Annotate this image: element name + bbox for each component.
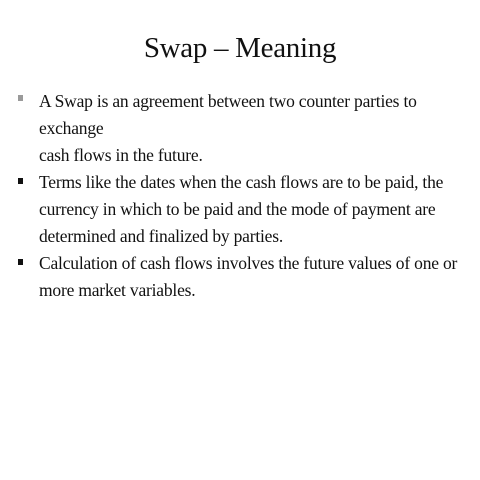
bullet-line: A Swap is an agreement between two counter parties to exchange: [39, 91, 417, 138]
bullet-square-icon: [18, 178, 23, 184]
bullet-line: determined and finalized by parties.: [39, 226, 284, 246]
bullet-text: [18, 169, 466, 250]
bullet-line: cash flows in the future.: [39, 145, 203, 165]
bullet-line: Terms like the dates when the cash flows are to be paid, the: [39, 172, 444, 192]
bullet-item-3: [18, 250, 466, 304]
bullet-square-icon: [18, 95, 23, 101]
bullet-text: [18, 250, 466, 304]
bullet-item-1: [18, 88, 466, 169]
bullet-line: more market variables.: [39, 280, 196, 300]
bullet-item-2: [18, 169, 466, 250]
bullet-list: [18, 88, 466, 304]
bullet-line: Calculation of cash flows involves the future values of one or: [39, 253, 458, 273]
bullet-text: [18, 88, 466, 169]
slide-title: Swap – Meaning: [143, 32, 337, 64]
bullet-square-icon: [18, 259, 23, 265]
bullet-line: currency in which to be paid and the mode of payment are: [39, 199, 436, 219]
